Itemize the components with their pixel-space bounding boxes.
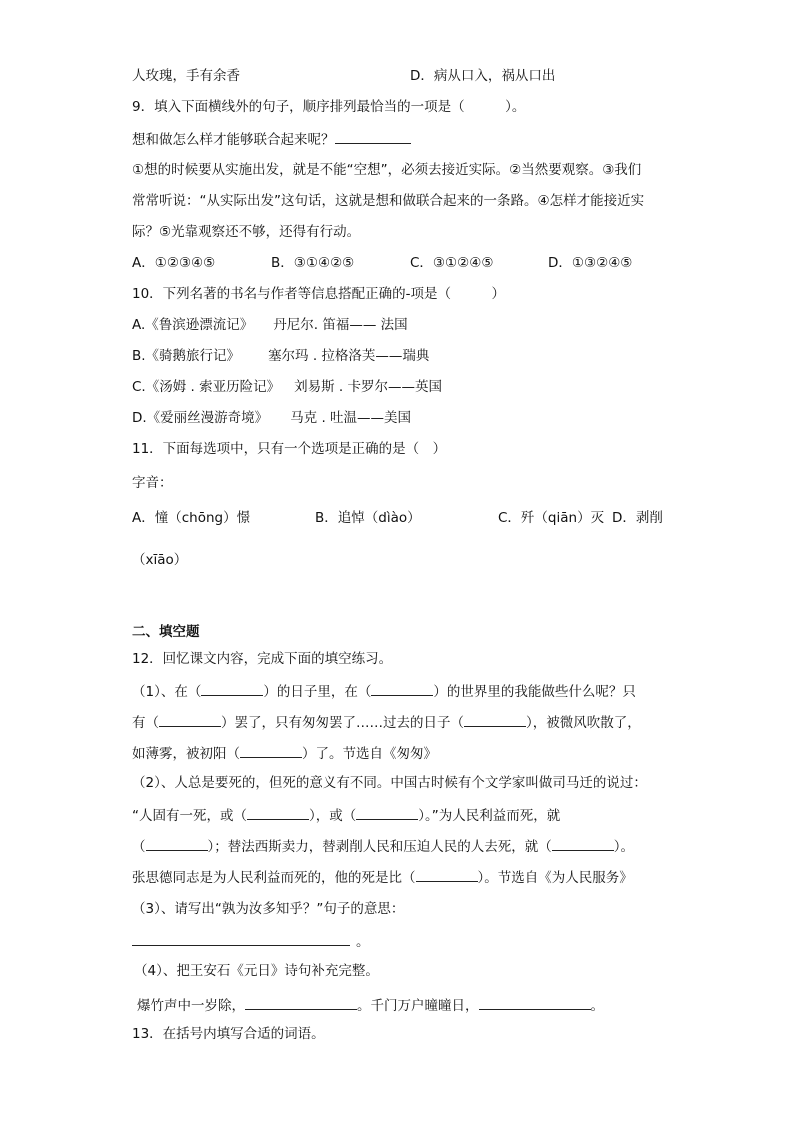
q11-option-d-pinyin: （xīāo） (132, 552, 188, 568)
q8-option-c-tail (132, 66, 240, 86)
q10-option-a-title: A.《鲁滨逊漂流记》 (132, 317, 254, 333)
q12-part4-poem (137, 994, 604, 1016)
text-segment: ），或（ (309, 808, 357, 824)
text-segment: （ (132, 839, 146, 855)
q13-stem: 13．在括号内填写合适的词语。 (132, 1026, 325, 1042)
text-segment: （1）、在（ (132, 684, 202, 700)
q9-option-d[interactable]: D．①③②④⑤ (548, 255, 633, 271)
text-segment: ），被微风吹散了， (526, 715, 641, 731)
q12-part2-line4 (132, 866, 633, 888)
text-segment: ）。节选自《为人民服务》 (477, 870, 633, 886)
q10-option-c-author: 刘易斯 . 卡罗尔——英国 (294, 379, 442, 395)
q12-part4: （4）、把王安石《元日》诗句补充完整。 (134, 963, 379, 979)
q11-stem: 11．下面每选项中，只有一个选项是正确的是（ ） (132, 441, 447, 457)
text-segment: 。 (356, 934, 370, 950)
q10-option-d-title: D.《爱丽丝漫游奇境》 (132, 410, 269, 426)
q10-option-d[interactable] (132, 408, 411, 428)
q12-blank-3[interactable] (159, 711, 221, 727)
q12-blank-9[interactable] (552, 835, 614, 851)
text-segment: ）罢了，只有匆匆罢了……过去的日子（ (221, 715, 464, 731)
q12-part1-line3 (132, 742, 437, 764)
q12-part1-line2 (132, 711, 641, 733)
q11-option-a[interactable]: A．憧（chōng）憬 (132, 510, 251, 526)
q12-part2-line2 (132, 804, 560, 826)
text-segment: “人固有一死，或（ (132, 808, 247, 824)
q10-option-c-title: C.《汤姆 . 索亚历险记》 (132, 379, 281, 395)
q12-part2-line1: （2）、人总是要死的，但死的意义有不同。中国古时候有个文学家叫做司马迁的说过： (132, 775, 647, 791)
q9-option-a[interactable]: A．①②③④⑤ (132, 255, 216, 271)
q12-blank-6[interactable] (247, 804, 309, 820)
q9-passage-line-1: ①想的时候要从实施出发，就是不能“空想”，必须去接近实际。②当然要观察。③我们 (132, 162, 642, 178)
q12-part1-line1 (132, 680, 636, 702)
q10-option-b-title: B.《骑鹅旅行记》 (132, 348, 241, 364)
text-segment: ）。”为人民利益而死，就 (418, 808, 561, 824)
text-segment: 张思德同志是为人民利益而死的，他的死是比（ (132, 870, 416, 886)
q10-stem: 10．下列名著的书名与作者等信息搭配正确的-项是（ ） (132, 286, 506, 302)
section-fill-in-title: 二、填空题 (132, 624, 200, 640)
q11-label: 字音： (132, 475, 173, 491)
q8-option-c-text: 人玫瑰，手有余香 (132, 68, 240, 84)
text-segment: 。千门万户曈曈日， (357, 998, 479, 1014)
q12-blank-10[interactable] (416, 866, 478, 882)
q12-blank-13[interactable] (479, 994, 591, 1010)
text-segment: ）了。节选自《匆匆》 (302, 746, 437, 762)
q11-option-b[interactable]: B．追悼（dìào） (315, 510, 421, 526)
q12-blank-5[interactable] (240, 742, 302, 758)
q12-blank-12[interactable] (245, 994, 357, 1010)
q9-stem: 9．填入下面横线外的句子，顺序排列最恰当的一项是（ ）。 (132, 99, 526, 115)
q10-option-a-author: 丹尼尔. 笛福—— 法国 (273, 317, 408, 333)
q9-passage-line-2: 常常听说：“从实际出发”这句话，这就是想和做联合起来的一条路。④怎样才能接近实 (132, 193, 645, 209)
q10-option-b[interactable] (132, 346, 429, 366)
q12-part2-line3 (132, 835, 634, 857)
q12-blank-11[interactable] (132, 930, 350, 946)
q11-option-c[interactable]: C．歼（qiān）灭 (498, 510, 605, 526)
text-segment: ）。 (613, 839, 634, 855)
q12-blank-4[interactable] (464, 711, 526, 727)
text-segment: ）；替法西斯卖力，替剥削人民和压迫人民的人去死，就（ (207, 839, 552, 855)
q12-stem: 12．回忆课文内容，完成下面的填空练习。 (132, 651, 393, 667)
text-segment: ）的日子里，在（ (263, 684, 372, 700)
q8-option-d-text: D．病从口入，祸从口出 (410, 68, 556, 84)
q12-blank-1[interactable] (201, 680, 263, 696)
q12-blank-2[interactable] (371, 680, 433, 696)
q9-question (132, 128, 411, 150)
q9-answer-blank[interactable] (335, 128, 411, 144)
q9-question-text: 想和做怎么样才能够联合起来呢？ (132, 132, 335, 148)
q10-option-b-author: 塞尔玛 . 拉格洛芙——瑞典 (268, 348, 430, 364)
text-segment: 。 (590, 998, 604, 1014)
q12-part3: （3）、请写出“孰为汝多知乎？”句子的意思： (132, 901, 405, 917)
q10-option-c[interactable] (132, 377, 442, 397)
q12-part3-answer (132, 930, 370, 952)
q11-option-d[interactable]: D．剥削 (612, 510, 663, 526)
q9-option-c[interactable]: C．③①②④⑤ (410, 255, 494, 271)
text-segment: 如薄雾，被初阳（ (132, 746, 240, 762)
q10-option-a[interactable] (132, 315, 408, 335)
text-segment: ）的世界里的我能做些什么呢？只 (433, 684, 636, 700)
q9-option-b[interactable]: B．③①④②⑤ (271, 255, 355, 271)
text-segment: 爆竹声中一岁除， (137, 998, 245, 1014)
q10-option-d-author: 马克 . 吐温——美国 (290, 410, 412, 426)
text-segment: 有（ (132, 715, 159, 731)
q8-option-d (410, 66, 555, 86)
q9-passage-line-3: 际？⑤光靠观察还不够，还得有行动。 (132, 224, 361, 240)
q12-blank-7[interactable] (356, 804, 418, 820)
q12-blank-8[interactable] (146, 835, 208, 851)
